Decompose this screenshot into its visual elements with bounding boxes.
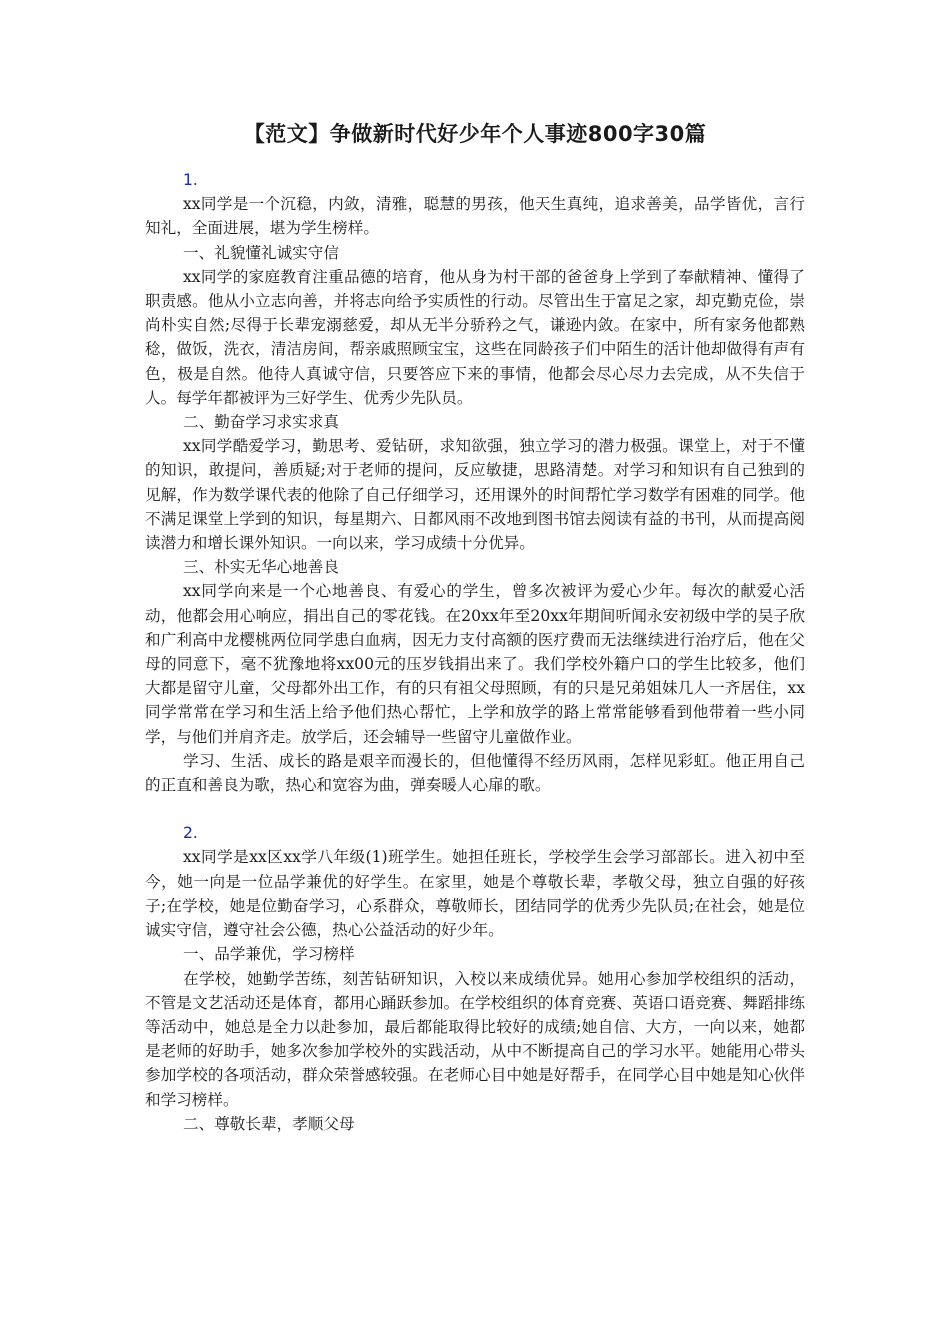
section1-paragraph-2: xx同学酷爱学习，勤思考、爱钻研，求知欲强，独立学习的潜力极强。课堂上，对于不懂的知识，敢提问，善质疑;对于老师的提问，反应敏捷，思路清楚。对学习和知识有自己独到的见解，作为数学课代表的他除了自己仔细学习，还用课外的时间帮忙学习数学有困难的同学。他不满足课堂上学到的知识，每星期六、日都风雨不改地到图书馆去阅读有益的书刊，从而提高阅读潜力和增长课外知识。一向以来，学习成绩十分优异。 [145,437,805,553]
section-number-2: 2. [183,824,198,843]
section1-intro: xx同学是一个沉稳，内敛，清雅，聪慧的男孩，他天生真纯，追求善美，品学皆优，言行知礼，全面进展，堪为学生榜样。 [145,195,805,238]
section1-heading-1: 一、礼貌懂礼诚实守信 [183,243,339,262]
section2-intro: xx同学是xx区xx学八年级(1)班学生。她担任班长，学校学生会学习部部长。进入初中至今，她一向是一位品学兼优的好学生。在家里，她是个尊敬长辈，孝敬父母，独立自强的好孩子;在学校，她是位勤奋学习，心系群众，尊敬师长，团结同学的优秀少先队员;在社会，她是位诚实守信，遵守社会公德，热心公益活动的好少年。 [145,848,805,940]
section1-paragraph-3: xx同学向来是一个心地善良、有爱心的学生，曾多次被评为爱心少年。每次的献爱心活动，他都会用心响应，捐出自己的零花钱。在20xx年至20xx年期间听闻永安初级中学的吴子欣和广利高中龙樱桃两位同学患白血病，因无力支付高额的医疗费而无法继续进行治疗后，他在父母的同意下，毫不犹豫地将xx00元的压岁钱捐出来了。我们学校外籍户口的学生比较多，他们大都是留守儿童，父母都外出工作，有的只有祖父母照顾，有的只是兄弟姐妹几人一齐居住，xx同学常常在学习和生活上给予他们热心帮忙，上学和放学的路上常常能够看到他带着一些小同学，与他们并肩齐走。放学后，还会辅导一些留守儿童做作业。 [145,582,805,746]
section1-paragraph-4: 学习、生活、成长的路是艰辛而漫长的，但他懂得不经历风雨，怎样见彩虹。他正用自己的正直和善良为歌，热心和宽容为曲，弹奏暖人心扉的歌。 [145,751,805,795]
section1-heading-2: 二、勤奋学习求实求真 [183,413,339,432]
document-title: 【范文】争做新时代好少年个人事迹800字30篇 [243,122,707,146]
section-number-1: 1. [183,171,198,189]
section2-heading-2: 二、尊敬长辈，孝顺父母 [183,1114,355,1133]
document-body [145,168,805,1136]
section-spacer [145,797,805,821]
section1-heading-3: 三、朴实无华心地善良 [183,558,339,577]
section2-paragraph-1: 在学校，她勤学苦练，刻苦钻研知识，入校以来成绩优异。她用心参加学校组织的活动，不管是文艺活动还是体育，都用心踊跃参加。在学校组织的体育竞赛、英语口语竞赛、舞蹈排练等活动中，她总是全力以赴参加，最后都能取得比较好的成绩;她自信、大方，一向以来，她都是老师的好助手，她多次参加学校外的实践活动，从中不断提高自己的学习水平。她能用心带头参加学校的各项活动，群众荣誉感较强。在老师心目中她是好帮手，在同学心目中她是知心伙伴和学习榜样。 [145,969,805,1109]
section1-paragraph-1: xx同学的家庭教育注重品德的培育，他从身为村干部的爸爸身上学到了奉献精神、懂得了职责感。他从小立志向善，并将志向给予实质性的行动。尽管出生于富足之家，却克勤克俭，崇尚朴实自然;尽得于长辈宠溺慈爱，却从无半分骄矜之气，谦逊内敛。在家中，所有家务他都熟稔，做饭，洗衣，清洁房间，帮亲戚照顾宝宝，这些在同龄孩子们中陌生的活计他却做得有声有色，极是自然。他待人真诚守信，只要答应下来的事情，他都会尽心尽力去完成，从不失信于人。每学年都被评为三好学生、优秀少先队员。 [145,267,805,407]
section2-heading-1: 一、品学兼优，学习榜样 [183,945,355,964]
